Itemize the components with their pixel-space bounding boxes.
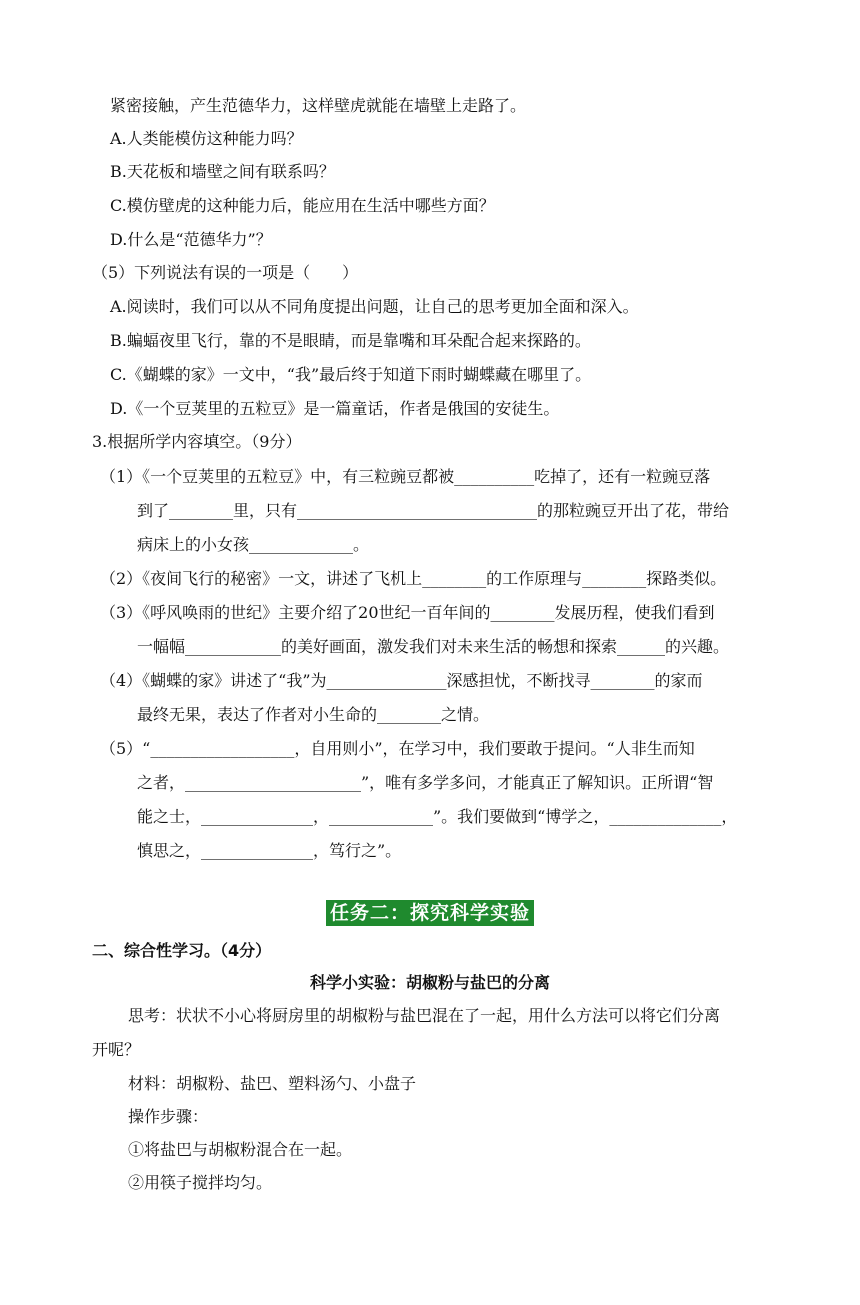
q3-line: 慎思之，______________，笃行之”。 [137,841,402,860]
q5-option-b: B.蝙蝠夜里飞行，靠的不是眼睛，而是靠嘴和耳朵配合起来探路的。 [110,331,591,350]
q3-line: 能之士，______________，_____________”。我们要做到“博学之，______________， [137,807,738,826]
task2-banner: 任务二：探究科学实验 [326,900,534,926]
experiment-subtitle: 科学小实验：胡椒粉与盐巴的分离 [309,973,550,992]
q3-line: （1）《一个豆荚里的五粒豆》中，有三粒豌豆都被__________吃掉了，还有一粒豌豆落 [100,467,711,486]
q3-line: （4）《蝴蝶的家》讲述了“我”为_______________深感担忧，不断找寻________的家而 [100,671,703,690]
q5-stem: （5）下列说法有误的一项是（ ） [92,263,359,282]
task2-banner-wrap [0,900,860,926]
q4-option-c: C.模仿壁虎的这种能力后，能应用在生活中哪些方面？ [110,196,495,215]
think-line-1: 思考：状状不小心将厨房里的胡椒粉与盐巴混在了一起，用什么方法可以将它们分离 [128,1006,721,1025]
q3-line: （2）《夜间飞行的秘密》一文，讲述了飞机上________的工作原理与________探路类似。 [100,569,727,588]
q3-title: 3.根据所学内容填空。（9分） [92,432,302,451]
steps-label: 操作步骤： [128,1107,209,1126]
q3-line: 最终无果，表达了作者对小生命的________之情。 [137,705,490,724]
think-line-2: 开呢？ [92,1040,141,1059]
step-2: ②用筷子搅拌均匀。 [128,1173,273,1192]
q5-option-a: A.阅读时，我们可以从不同角度提出问题，让自己的思考更加全面和深入。 [110,297,639,316]
q4-option-a: A.人类能模仿这种能力吗？ [110,129,303,148]
q3-line: （3）《呼风唤雨的世纪》主要介绍了20世纪一百年间的________发展历程，使我们看到 [100,603,715,622]
q5-option-c: C.《蝴蝶的家》一文中，“我”最后终于知道下雨时蝴蝶藏在哪里了。 [110,365,592,384]
q4-option-b: B.天花板和墙壁之间有联系吗？ [110,162,335,181]
section2-heading: 二、综合性学习。（4分） [92,941,272,960]
q3-line: （5）“__________________，自用则小”，在学习中，我们要敢于提问。“人非生而知 [100,739,695,758]
q3-line: 一幅幅____________的美好画面，激发我们对未来生活的畅想和探索______的兴趣。 [137,637,730,656]
q3-line: 之者，______________________”，唯有多学多问，才能真正了解知识。正所谓“智 [137,773,714,792]
q3-line: 病床上的小女孩_____________。 [137,535,370,554]
q3-line: 到了________里，只有______________________________的那粒豌豆开出了花，带给 [137,501,730,520]
materials-line: 材料：胡椒粉、盐巴、塑料汤勺、小盘子 [128,1074,417,1093]
passage-tail: 紧密接触，产生范德华力，这样壁虎就能在墙壁上走路了。 [110,96,527,115]
q5-option-d: D.《一个豆荚里的五粒豆》是一篇童话，作者是俄国的安徒生。 [110,399,560,418]
step-1: ①将盐巴与胡椒粉混合在一起。 [128,1140,353,1159]
q4-option-d: D.什么是“范德华力”？ [110,230,272,249]
